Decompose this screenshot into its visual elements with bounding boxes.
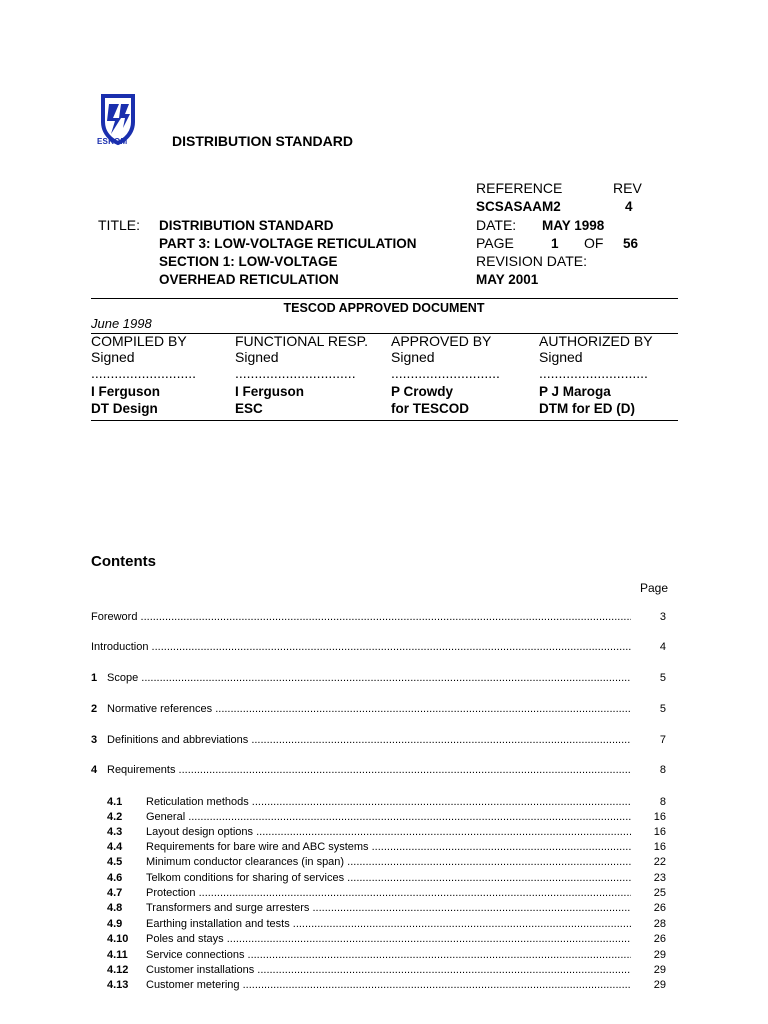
- toc-subentry-page: 26: [653, 902, 666, 914]
- toc-entry-page: 8: [659, 764, 666, 776]
- toc-subentry-page: 16: [653, 811, 666, 823]
- toc-subentry[interactable]: [91, 932, 678, 946]
- functional-resp-status: Signed: [235, 349, 279, 365]
- date-value: MAY 1998: [542, 218, 605, 233]
- toc-subentry-page: 16: [653, 826, 666, 838]
- reference-value: SCSASAAM2: [476, 199, 561, 214]
- reference-label: REFERENCE: [476, 180, 563, 196]
- approval-banner: TESCOD APPROVED DOCUMENT: [283, 301, 485, 315]
- logo-label: ESKOM: [97, 137, 128, 146]
- toc-subentry[interactable]: [91, 978, 678, 992]
- toc-subentry-label: Poles and stays .....: [146, 932, 631, 946]
- toc-subentry-number: 4.8: [107, 902, 123, 914]
- toc-subentry-label: Requirements for bare wire and ABC systems .....: [146, 840, 631, 854]
- toc-entry-label: Scope .....: [107, 671, 631, 685]
- date-label: DATE:: [476, 217, 517, 233]
- toc-subentry[interactable]: [91, 963, 678, 977]
- toc-entry-number: 1: [91, 672, 98, 684]
- toc-entry-number: 3: [91, 734, 98, 746]
- toc-subentry-number: 4.3: [107, 826, 123, 838]
- toc-subentry-number: 4.11: [107, 949, 128, 961]
- revision-date-label: REVISION DATE:: [476, 253, 587, 269]
- toc-entry[interactable]: [91, 733, 678, 747]
- title-label: TITLE:: [98, 217, 141, 233]
- toc-subentry-page: 28: [653, 918, 666, 930]
- toc-entry-number: 2: [91, 703, 98, 715]
- approved-by-dept: for TESCOD: [391, 401, 470, 416]
- functional-resp-signature-line: ...............................: [235, 365, 356, 381]
- toc-subentry-page: 29: [653, 979, 666, 991]
- rev-value: 4: [625, 199, 633, 214]
- approval-date: June 1998: [91, 316, 152, 331]
- contents-page-heading: Page: [640, 581, 669, 595]
- document-type-heading: DISTRIBUTION STANDARD: [172, 133, 353, 149]
- toc-entry-label: Requirements .....: [107, 763, 631, 777]
- toc-entry-page: 5: [659, 703, 666, 715]
- toc-entry-page: 7: [659, 734, 666, 746]
- toc-entry[interactable]: [91, 702, 678, 716]
- toc-subentry-label: Transformers and surge arresters .....: [146, 901, 631, 915]
- toc-entry-label: Introduction .....: [91, 640, 631, 654]
- toc-subentry-label: Reticulation methods .....: [146, 795, 631, 809]
- toc-subentry[interactable]: [91, 886, 678, 900]
- of-label: OF: [584, 235, 604, 251]
- toc-entry-number: 4: [91, 764, 98, 776]
- toc-entry[interactable]: [91, 671, 678, 685]
- toc-subentry-label: General .....: [146, 810, 631, 824]
- functional-resp-dept: ESC: [235, 401, 263, 416]
- toc-subentry-label: Telkom conditions for sharing of services .....: [146, 871, 631, 885]
- toc-subentry-label: Minimum conductor clearances (in span) .....: [146, 855, 631, 869]
- divider-top: [91, 298, 678, 299]
- toc-entry[interactable]: [91, 640, 678, 654]
- approved-by-name: P Crowdy: [391, 384, 454, 399]
- authorized-by-label: AUTHORIZED BY: [539, 333, 653, 349]
- toc-subentry-label: Customer installations .....: [146, 963, 631, 977]
- compiled-by-dept: DT Design: [91, 401, 158, 416]
- approved-by-signature-line: ............................: [391, 365, 500, 381]
- toc-entry-label: Foreword .....: [91, 610, 631, 624]
- toc-subentry-number: 4.9: [107, 918, 123, 930]
- revision-date-value: MAY 2001: [476, 272, 539, 287]
- toc-subentry-page: 26: [653, 933, 666, 945]
- toc-subentry-label: Protection .....: [146, 886, 631, 900]
- toc-subentry-number: 4.4: [107, 841, 123, 853]
- authorized-by-signature-line: ............................: [539, 365, 648, 381]
- toc-subentry-number: 4.1: [107, 796, 123, 808]
- compiled-by-label: COMPILED BY: [91, 333, 187, 349]
- toc-subentry-label: Earthing installation and tests .....: [146, 917, 631, 931]
- toc-subentry-label: Customer metering .....: [146, 978, 631, 992]
- toc-subentry[interactable]: [91, 825, 678, 839]
- title-line-1: DISTRIBUTION STANDARD: [159, 218, 334, 233]
- toc-entry-page: 4: [659, 641, 666, 653]
- toc-subentry[interactable]: [91, 795, 678, 809]
- rev-label: REV: [613, 180, 642, 196]
- page-value: 1: [551, 236, 559, 251]
- toc-subentry[interactable]: [91, 917, 678, 931]
- toc-entry[interactable]: [91, 763, 678, 777]
- toc-subentry-label: Service connections .....: [146, 948, 631, 962]
- toc-subentry[interactable]: [91, 948, 678, 962]
- toc-subentry[interactable]: [91, 840, 678, 854]
- toc-subentry-number: 4.13: [107, 979, 129, 991]
- toc-subentry[interactable]: [91, 810, 678, 824]
- toc-entry[interactable]: [91, 610, 678, 624]
- approved-by-label: APPROVED BY: [391, 333, 492, 349]
- functional-resp-name: I Ferguson: [235, 384, 305, 399]
- toc-subentry-number: 4.5: [107, 856, 123, 868]
- toc-subentry-page: 25: [653, 887, 666, 899]
- functional-resp-label: FUNCTIONAL RESP.: [235, 333, 369, 349]
- contents-heading: Contents: [91, 553, 156, 570]
- title-line-2: PART 3: LOW-VOLTAGE RETICULATION: [159, 236, 417, 251]
- toc-subentry-page: 29: [653, 964, 666, 976]
- toc-subentry-number: 4.2: [107, 811, 123, 823]
- toc-subentry-page: 16: [653, 841, 666, 853]
- toc-subentry[interactable]: [91, 855, 678, 869]
- toc-entry-page: 5: [659, 672, 666, 684]
- authorized-by-status: Signed: [539, 349, 583, 365]
- compiled-by-signature-line: ...........................: [91, 365, 197, 381]
- toc-subentry-page: 22: [653, 856, 666, 868]
- title-line-4: OVERHEAD RETICULATION: [159, 272, 339, 287]
- authorized-by-name: P J Maroga: [539, 384, 611, 399]
- toc-subentry-page: 8: [659, 796, 666, 808]
- toc-subentry-number: 4.7: [107, 887, 123, 899]
- compiled-by-name: I Ferguson: [91, 384, 161, 399]
- page-label: PAGE: [476, 235, 514, 251]
- toc-subentry-page: 29: [653, 949, 666, 961]
- compiled-by-status: Signed: [91, 349, 135, 365]
- toc-subentry-number: 4.10: [107, 933, 129, 945]
- toc-subentry-number: 4.6: [107, 872, 123, 884]
- toc-subentry-page: 23: [653, 872, 666, 884]
- toc-subentry[interactable]: [91, 901, 678, 915]
- toc-entry-label: Definitions and abbreviations .....: [107, 733, 631, 747]
- of-value: 56: [623, 236, 639, 251]
- toc-subentry-label: Layout design options .....: [146, 825, 631, 839]
- approved-by-status: Signed: [391, 349, 435, 365]
- title-line-3: SECTION 1: LOW-VOLTAGE: [159, 254, 338, 269]
- divider-bottom: [91, 420, 678, 421]
- toc-subentry-number: 4.12: [107, 964, 129, 976]
- toc-entry-page: 3: [659, 611, 666, 623]
- toc-entry-label: Normative references .....: [107, 702, 631, 716]
- authorized-by-dept: DTM for ED (D): [539, 401, 635, 416]
- toc-subentry[interactable]: [91, 871, 678, 885]
